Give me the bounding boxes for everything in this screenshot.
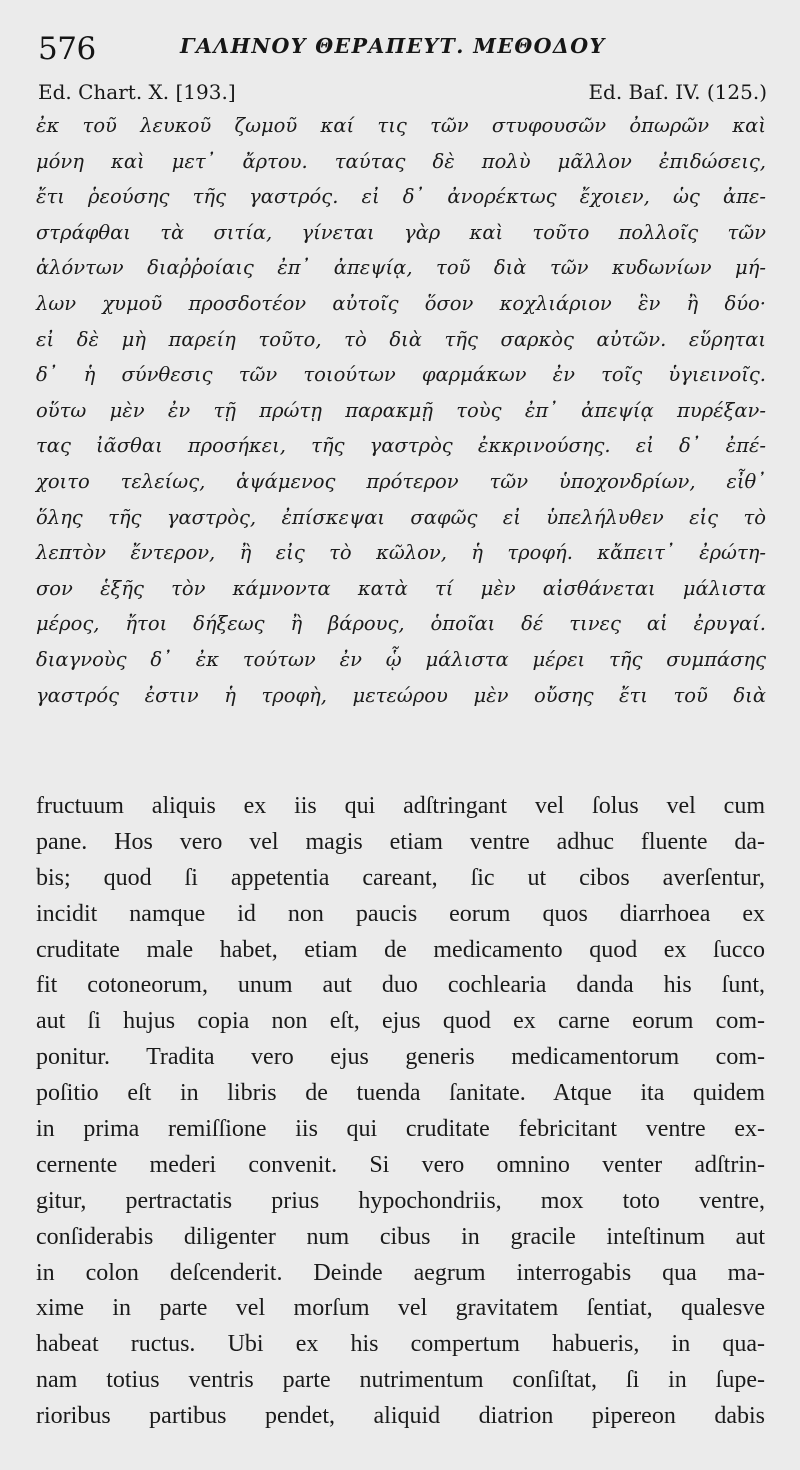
greek-text-line: ἐκ τοῦ λευκοῦ ζωμοῦ καί τις τῶν στυφουσῶν ὀπωρῶν καὶ xyxy=(36,114,766,137)
greek-text-block xyxy=(36,108,766,713)
latin-text-line: xime in parte vel morſum vel gravitatem ſentiat, qualesve xyxy=(36,1295,765,1322)
latin-text-line: aut ſi hujus copia non eſt, ejus quod ex carne eorum com- xyxy=(36,1008,765,1035)
page-number: 576 xyxy=(38,31,96,67)
latin-text-line: rioribus partibus pendet, aliquid diatrion pipereon dabis xyxy=(36,1403,765,1430)
greek-text-line: λων χυμοῦ προσδοτέον αὐτοῖς ὅσον κοχλιάριον ἓν ἢ δύο· xyxy=(36,291,766,315)
greek-text-line: σον ἑξῆς τὸν κάμνοντα κατὰ τί μὲν αἰσθάνεται μάλιστα xyxy=(36,576,766,600)
greek-text-line: στράφθαι τὰ σιτία, γίνεται γὰρ καὶ τοῦτο πολλοῖς τῶν xyxy=(36,220,766,244)
greek-text-line: λεπτὸν ἔντερον, ἢ εἰς τὸ κῶλον, ἡ τροφή. κἄπειτ᾽ ἐρώτη- xyxy=(36,541,766,565)
latin-text-line: bis; quod ſi appetentia careant, ſic ut cibos averſentur, xyxy=(36,864,765,891)
latin-text-line: pane. Hos vero vel magis etiam ventre adhuc fluente da- xyxy=(36,828,765,855)
latin-text-line: conſiderabis diligenter num cibus in gracile inteſtinum aut xyxy=(36,1223,765,1250)
latin-text-line: poſitio eſt in libris de tuenda ſanitate. Atque ita quidem xyxy=(36,1080,765,1107)
latin-text-block xyxy=(36,789,765,1435)
latin-text-line: incidit namque id non paucis eorum quos diarrhoea ex xyxy=(36,900,765,927)
latin-text-line: cruditate male habet, etiam de medicamento quod ex ſucco xyxy=(36,936,765,963)
latin-text-line: fit cotoneorum, unum aut duo cochlearia danda his ſunt, xyxy=(36,972,765,999)
latin-text-line: ponitur. Tradita vero ejus generis medicamentorum com- xyxy=(36,1044,765,1071)
greek-text-line: οὕτω μὲν ἐν τῇ πρώτῃ παρακμῇ τοὺς ἐπ᾽ ἀπεψίᾳ πυρέξαν- xyxy=(36,398,766,422)
latin-text-line: cernente mederi convenit. Si vero omnino venter adſtrin- xyxy=(36,1151,765,1178)
greek-text-line: γαστρός ἐστιν ἡ τροφὴ, μετεώρου μὲν οὔσης ἔτι τοῦ διὰ xyxy=(36,683,766,707)
greek-text-line: διαγνοὺς δ᾽ ἐκ τούτων ἐν ᾧ μάλιστα μέρει τῆς συμπάσης xyxy=(36,647,766,671)
greek-text-line: μέρος, ἤτοι δήξεως ἢ βάρους, ὁποῖαι δέ τινες αἱ ἐρυγαί. xyxy=(36,612,766,636)
latin-text-line: in colon deſcenderit. Deinde aegrum interrogabis qua ma- xyxy=(36,1259,765,1286)
greek-text-line: ὅλης τῆς γαστρὸς, ἐπίσκεψαι σαφῶς εἰ ὑπελήλυθεν εἰς τὸ xyxy=(36,505,766,529)
latin-text-line: in prima remiſſione iis qui cruditate febricitant ventre ex- xyxy=(36,1116,765,1143)
latin-text-line: fructuum aliquis ex iis qui adſtringant vel ſolus vel cum xyxy=(36,793,765,819)
edition-reference-right: Ed. Baſ. IV. (125.) xyxy=(588,80,767,104)
latin-text-line: nam totius ventris parte nutrimentum conſiſtat, ſi in ſupe- xyxy=(36,1367,765,1394)
greek-text-line: ἁλόντων διαῤῥοίαις ἐπ᾽ ἀπεψίᾳ, τοῦ διὰ τῶν κυδωνίων μή- xyxy=(36,256,766,280)
greek-text-line: εἰ δὲ μὴ παρείη τοῦτο, τὸ διὰ τῆς σαρκὸς αὐτῶν. εὕρηται xyxy=(36,327,766,351)
greek-text-line: χοιτο τελείως, ἁψάμενος πρότερον τῶν ὑποχονδρίων, εἶθ᾽ xyxy=(36,469,766,493)
latin-text-line: habeat ructus. Ubi ex his compertum habueris, in qua- xyxy=(36,1331,765,1358)
running-title: ΓΑΛΗΝΟΥ ΘΕΡΑΠΕΥΤ. ΜΕΘΟΔΟΥ xyxy=(180,34,606,58)
greek-text-line: δ᾽ ἡ σύνθεσις τῶν τοιούτων φαρμάκων ἐν τοῖς ὑγιεινοῖς. xyxy=(36,363,766,387)
latin-text-line: gitur, pertractatis prius hypochondriis, mox toto ventre, xyxy=(36,1187,765,1214)
greek-text-line: τας ἰᾶσθαι προσήκει, τῆς γαστρὸς ἐκκρινούσης. εἰ δ᾽ ἐπέ- xyxy=(36,434,766,458)
greek-text-line: μόνη καὶ μετ᾽ ἄρτου. ταύτας δὲ πολὺ μᾶλλον ἐπιδώσεις, xyxy=(36,149,766,173)
edition-reference-left: Ed. Chart. X. [193.] xyxy=(38,80,236,104)
greek-text-line: ἔτι ῥεούσης τῆς γαστρός. εἰ δ᾽ ἀνορέκτως ἔχοιεν, ὡς ἀπε- xyxy=(36,185,766,209)
